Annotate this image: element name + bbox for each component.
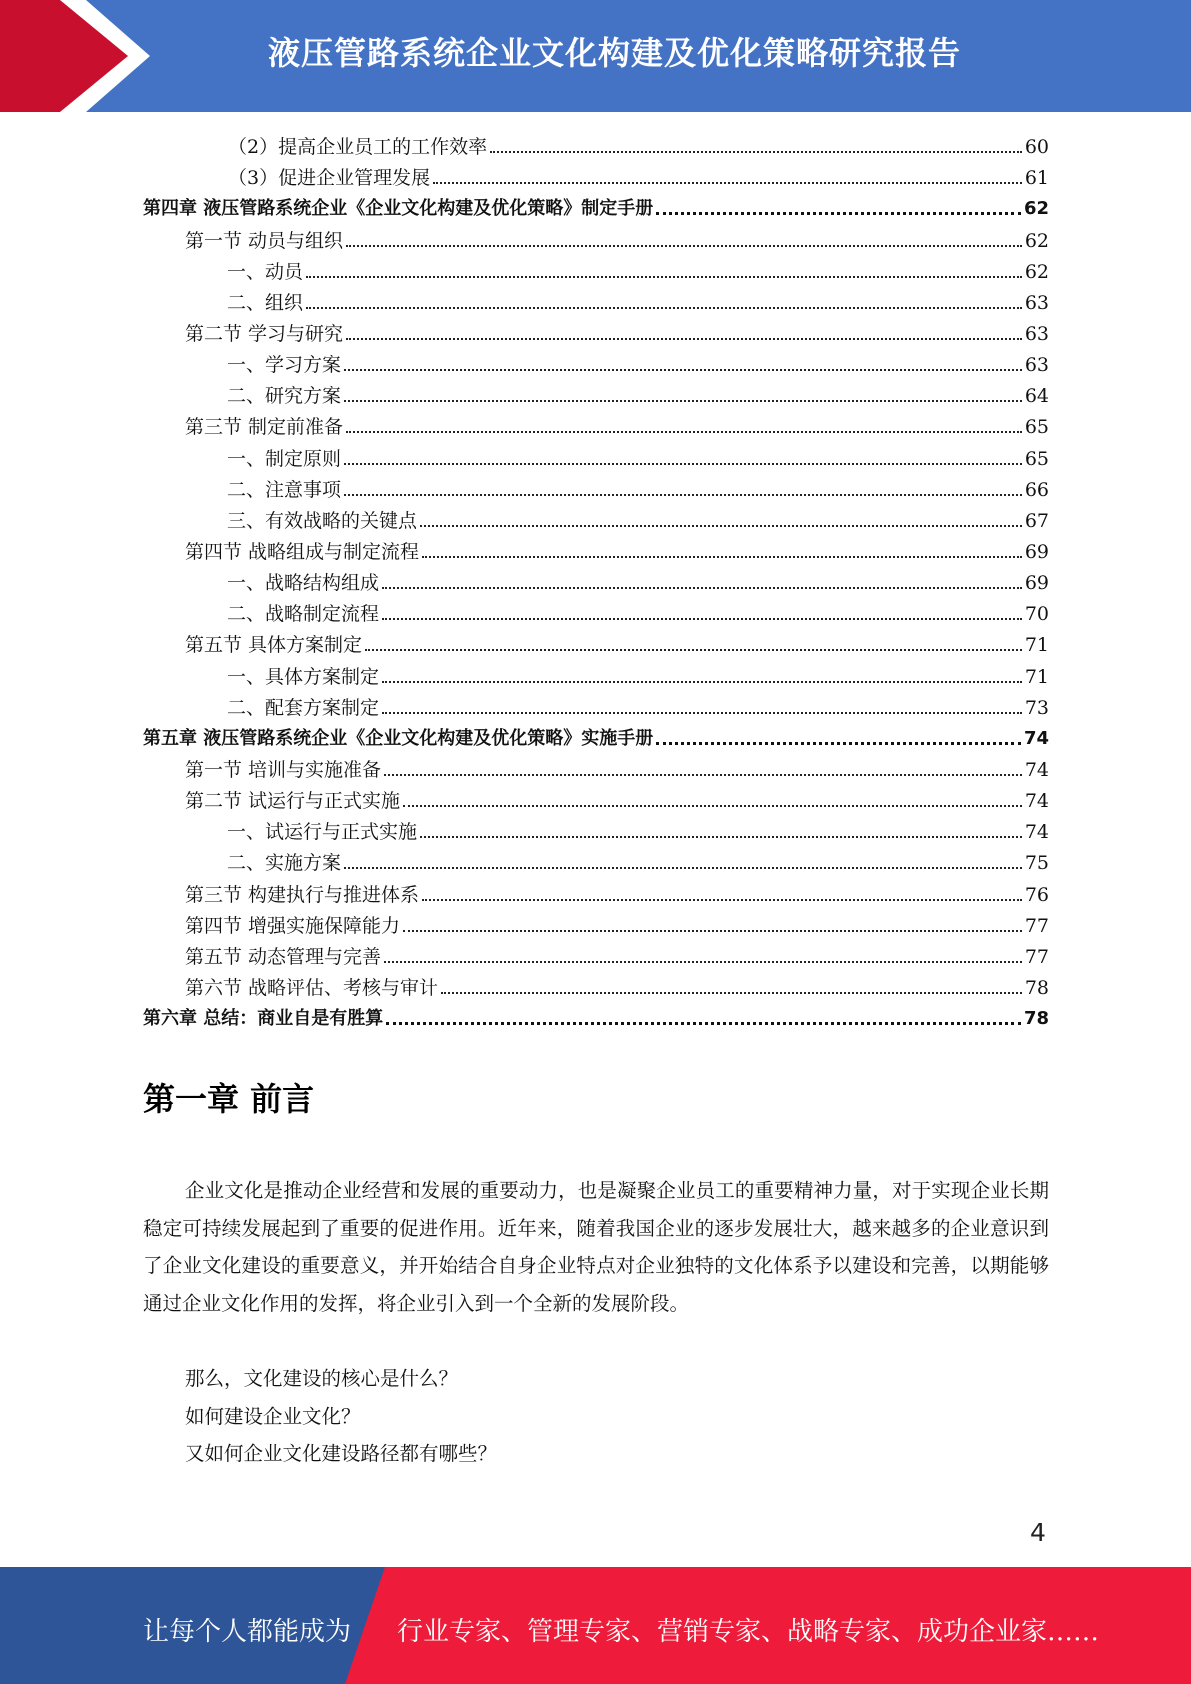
toc-entry[interactable] [143,284,1049,315]
toc-entry-page: 62 [1023,198,1049,220]
toc-entry-page: 74 [1024,758,1049,781]
toc-entry[interactable] [143,221,1049,252]
toc-entry-label: 第二节 试运行与正式实施 [185,790,401,813]
toc-entry-label: 一、战略结构组成 [227,572,380,595]
toc-entry-label: 二、实施方案 [227,852,342,875]
toc-entry-label: 第三节 构建执行与推进体系 [185,883,420,906]
toc-entry-page: 70 [1024,603,1049,626]
toc-leader-dots [422,556,1022,558]
toc-entry-page: 63 [1024,354,1049,377]
toc-leader-dots [441,992,1022,994]
toc-entry[interactable] [143,626,1049,657]
toc-entry-page: 60 [1024,136,1049,159]
table-of-contents [143,128,1049,1031]
toc-entry-label: 一、具体方案制定 [227,665,380,688]
toc-entry[interactable] [143,564,1049,595]
toc-entry[interactable] [143,346,1049,377]
toc-entry-page: 64 [1024,385,1049,408]
toc-leader-dots [344,867,1022,869]
toc-leader-dots [384,774,1022,776]
toc-leader-dots [346,431,1022,433]
toc-entry-label: 二、组织 [227,291,304,314]
toc-entry-label: 一、学习方案 [227,354,342,377]
toc-entry[interactable] [143,502,1049,533]
toc-entry-label: 第四章 液压管路系统企业《企业文化构建及优化策略》制定手册 [143,198,654,220]
toc-entry-label: 一、制定原则 [227,447,342,470]
toc-entry[interactable] [143,875,1049,906]
toc-entry-label: 第六章 总结：商业自是有胜算 [143,1008,384,1030]
toc-entry-label: 二、战略制定流程 [227,603,380,626]
toc-leader-dots [346,338,1022,340]
toc-entry[interactable] [143,377,1049,408]
toc-entry-label: （2）提高企业员工的工作效率 [228,136,488,159]
toc-entry[interactable] [143,938,1049,969]
toc-leader-dots [422,899,1022,901]
intro-paragraph: 企业文化是推动企业经营和发展的重要动力，也是凝聚企业员工的重要精神力量，对于实现企业长期稳定可持续发展起到了重要的促进作用。近年来，随着我国企业的逐步发展壮大，越来越多的企业意识到了企业文化建设的重要意义，并开始结合自身企业特点对企业独特的文化体系予以建设和完善，以期能够通过企业文化作用的发挥，将企业引入到一个全新的发展阶段。 [143,1179,1049,1315]
toc-leader-dots [382,681,1022,683]
toc-entry-label: 第四节 战略组成与制定流程 [185,540,420,563]
toc-entry-page: 78 [1023,1008,1049,1030]
document-title: 液压管路系统企业文化构建及优化策略研究报告 [268,34,962,72]
toc-entry-label: 一、动员 [227,260,304,283]
toc-entry-label: 第五节 动态管理与完善 [185,945,382,968]
toc-leader-dots [420,525,1022,527]
toc-entry[interactable] [143,595,1049,626]
toc-entry-page: 74 [1024,821,1049,844]
toc-entry[interactable] [143,159,1049,190]
toc-leader-dots [365,649,1022,651]
footer-slogan-left: 让每个人都能成为 [143,1617,352,1647]
page-number: 4 [1030,1518,1046,1547]
toc-entry[interactable] [143,844,1049,875]
toc-entry[interactable] [143,751,1049,782]
toc-entry-page: 69 [1024,572,1049,595]
question-item: 如何建设企业文化？ [185,1404,361,1428]
toc-chapter-entry[interactable] [143,1000,1049,1031]
toc-leader-dots [306,276,1022,278]
toc-leader-dots [386,1022,1021,1025]
question-item: 又如何企业文化建设路径都有哪些？ [185,1442,498,1465]
toc-entry[interactable] [143,253,1049,284]
toc-entry-label: 三、有效战略的关键点 [227,509,418,532]
toc-entry-label: 二、配套方案制定 [227,696,380,719]
question-item: 那么，文化建设的核心是什么？ [185,1367,459,1390]
toc-chapter-entry[interactable] [143,190,1049,221]
toc-entry[interactable] [143,315,1049,346]
toc-entry-page: 61 [1024,167,1049,190]
toc-entry-page: 74 [1024,790,1049,813]
toc-entry-page: 62 [1024,260,1049,283]
toc-entry[interactable] [143,969,1049,1000]
toc-entry-page: 65 [1024,447,1049,470]
toc-entry-page: 76 [1024,883,1049,906]
toc-chapter-entry[interactable] [143,720,1049,751]
toc-entry-label: 第三节 制定前准备 [185,416,344,439]
toc-leader-dots [656,742,1021,745]
toc-leader-dots [344,463,1022,465]
toc-entry-page: 74 [1023,727,1049,749]
toc-leader-dots [656,212,1021,215]
toc-entry-page: 62 [1024,229,1049,252]
question-list [185,1360,497,1473]
toc-leader-dots [344,494,1022,496]
toc-entry[interactable] [143,471,1049,502]
toc-entry[interactable] [143,128,1049,159]
toc-entry-label: 第五章 液压管路系统企业《企业文化构建及优化策略》实施手册 [143,727,654,749]
toc-entry-page: 63 [1024,291,1049,314]
chapter-heading: 第一章 前言 [143,1080,315,1118]
toc-leader-dots [403,930,1022,932]
toc-entry-label: 二、研究方案 [227,385,342,408]
toc-leader-dots [346,245,1022,247]
toc-leader-dots [382,712,1022,714]
toc-leader-dots [344,369,1022,371]
toc-entry-label: 第一节 动员与组织 [185,229,344,252]
toc-entry[interactable] [143,689,1049,720]
toc-entry-page: 71 [1024,665,1049,688]
footer-slogan-right: 行业专家、管理专家、营销专家、战略专家、成功企业家…… [397,1617,1100,1647]
footer-banner [0,1567,1191,1684]
toc-entry-label: 第五节 具体方案制定 [185,634,363,657]
toc-entry-label: 二、注意事项 [227,478,342,501]
toc-leader-dots [344,400,1022,402]
toc-leader-dots [384,961,1022,963]
toc-entry-page: 78 [1024,976,1049,999]
toc-entry-page: 75 [1024,852,1049,875]
toc-entry-page: 77 [1024,945,1049,968]
header-banner [0,0,1191,112]
toc-entry[interactable] [143,533,1049,564]
toc-entry-page: 66 [1024,478,1049,501]
toc-entry-page: 71 [1024,634,1049,657]
toc-entry[interactable] [143,813,1049,844]
toc-entry[interactable] [143,657,1049,688]
toc-entry-label: 一、试运行与正式实施 [227,821,418,844]
toc-entry-page: 67 [1024,509,1049,532]
toc-leader-dots [382,618,1022,620]
toc-entry-label: （3）促进企业管理发展 [228,167,431,190]
toc-entry[interactable] [143,408,1049,439]
toc-entry-page: 73 [1024,696,1049,719]
toc-entry-label: 第一节 培训与实施准备 [185,758,382,781]
toc-leader-dots [490,151,1022,153]
toc-leader-dots [382,587,1022,589]
toc-entry-page: 65 [1024,416,1049,439]
toc-leader-dots [403,805,1022,807]
toc-entry-page: 63 [1024,322,1049,345]
toc-entry[interactable] [143,439,1049,470]
toc-entry[interactable] [143,782,1049,813]
toc-entry[interactable] [143,907,1049,938]
toc-entry-label: 第二节 学习与研究 [185,322,344,345]
toc-entry-label: 第六节 战略评估、考核与审计 [185,976,439,999]
toc-entry-label: 第四节 增强实施保障能力 [185,914,401,937]
toc-entry-page: 77 [1024,914,1049,937]
toc-leader-dots [433,182,1022,184]
toc-leader-dots [306,307,1022,309]
toc-leader-dots [420,836,1022,838]
toc-entry-page: 69 [1024,540,1049,563]
